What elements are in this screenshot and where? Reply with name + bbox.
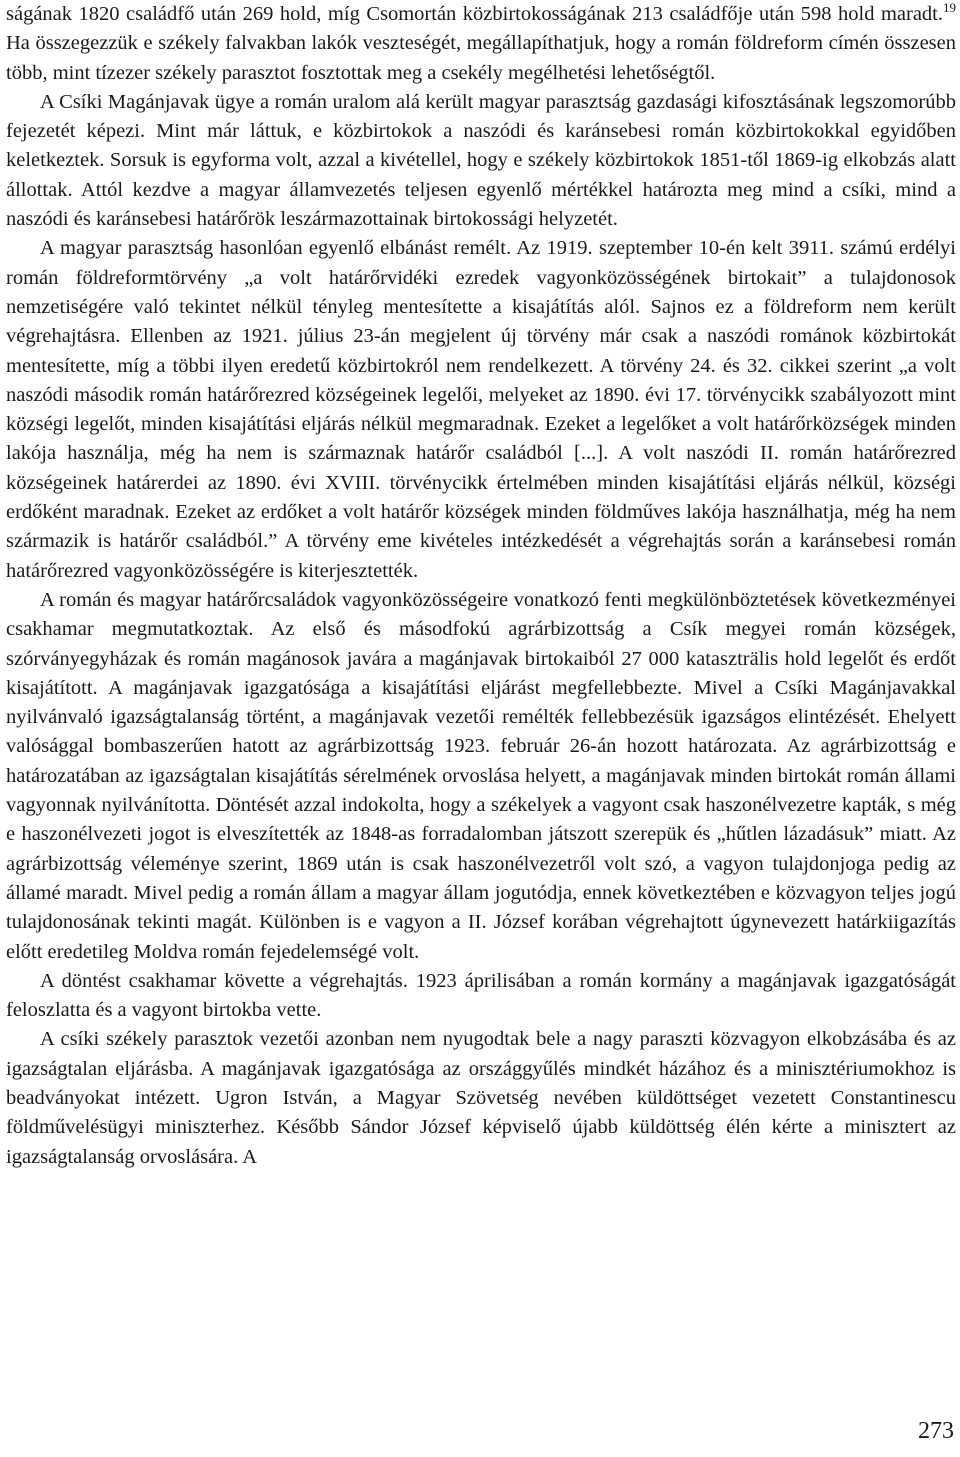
- paragraph-text: ságának 1820 családfő után 269 hold, míg Csomortán közbirtokosságának 213 családfője után 598 hold maradt.: [6, 3, 943, 25]
- footnote-marker: 19: [943, 0, 956, 16]
- paragraph-text: Ha összegezzük e székely falvakban lakók veszteségét, megállapíthatjuk, hogy a román földreform címén összesen több, mint tízezer székely parasztot fosztottak meg a csekély megélhetési lehetőségtől.: [6, 32, 956, 84]
- document-page: [6, 0, 956, 1172]
- paragraph: A magyar parasztság hasonlóan egyenlő elbánást remélt. Az 1919. szeptember 10-én kelt 3911. számú erdélyi román földreformtörvény „a volt határőrvidéki ezredek vagyonközösségének birtokait” a tulajdonosok nemzetiségére való tekintet nélkül tényleg mentesítette a kisajátítás alól. Sajnos ez a földreform nem került végrehajtásra. Ellenben az 1921. július 23-án megjelent új törvény már csak a naszódi románok közbirtokát mentesítette, míg a többi ilyen eredetű közbirtokról nem rendelkezett. A törvény 24. és 32. cikkei szerint „a volt naszódi második román határőrezred községeinek legelői, melyeket az 1890. évi 17. törvénycikk szabályozott mint községi legelőt, minden kisajátítási eljárás nélkül megmaradnak. Ezeket a legelőket a volt határőrközségek minden lakója használja, még ha nem is származnak határőr családból [...]. A volt naszódi II. román határőrezred községeinek határerdei az 1890. évi XVIII. törvénycikk értelmében minden kisajátítási eljárás nélkül, községi erdőként maradnak. Ezeket az erdőket a volt határőr községek minden földműves lakója használhatja, még ha nem származik is határőr családból.” A törvény eme kivételes intézkedését a végrehajtás során a karánsebesi román határőrezred vagyonközösségére is kiterjesztették.: [6, 237, 956, 582]
- paragraph: A Csíki Magánjavak ügye a román uralom alá került magyar parasztság gazdasági kifosztásának legszomorúbb fejezetét képezi. Mint már láttuk, e közbirtokok a naszódi és karánsebesi román közbirtokokkal egyidőben keletkeztek. Sorsuk is egyforma volt, azzal a kivétellel, hogy e székely közbirtokok 1851-től 1869-ig elkobzás alatt állottak. Attól kezdve a magyar államvezetés teljesen egyenlő mértékkel határozta meg mind a csíki, mind a naszódi és karánsebesi határőrök leszármazottainak birtokossági helyzetét.: [6, 90, 956, 231]
- page-number: 273: [918, 1418, 954, 1444]
- paragraph: A csíki székely parasztok vezetői azonban nem nyugodtak bele a nagy paraszti közvagyon elkobzásába és az igazságtalan eljárásba. A magánjavak igazgatósága az országgyűlés mindkét házához és a minisztériumokhoz is beadványokat intézett. Ugron István, a Magyar Szövetség nevében küldöttséget vezetett Constantinescu földművelésügyi miniszterhez. Később Sándor József képviselő újabb küldöttség élén kérte a minisztert az igazságtalanság orvoslására. A: [6, 1028, 956, 1168]
- paragraph: A döntést csakhamar követte a végrehajtás. 1923 áprilisában a román kormány a magánjavak igazgatóságát feloszlatta és a vagyont birtokba vette.: [6, 969, 956, 1022]
- paragraph-continuation: [6, 0, 956, 88]
- paragraph: A román és magyar határőrcsaládok vagyonközösségeire vonatkozó fenti megkülönböztetések következményei csakhamar megmutatkoztak. Az első és másodfokú agrárbizottság a Csík megyei román községek, szórványegyházak és román magánosok javára a magánjavak birtokaiból 27 000 kataszträlis hold legelőt és erdőt kisajátított. A magánjavak igazgatósága a kisajátítási eljárást megfellebbezte. Mivel a Csíki Magánjavakkal nyilvánvaló igazságtalanság történt, a magánjavak vezetői remélték fellebbezésük igazságos elintézését. Ehelyett valósággal bombaszerűen hatott az agrárbizottság 1923. február 26-án hozott határozata. Az agrárbizottság e határozatában az igazságtalan kisajátítás sérelmének orvoslása helyett, a magánjavak minden birtokát román állami vagyonnak nyilvánította. Döntését azzal indokolta, hogy a székelyek a vagyont csak haszonélvezetre kapták, s még e haszonélvezeti jogot is elveszítették az 1848-as forradalomban játszott szerepük és „hűtlen lázadásuk” miatt. Az agrárbizottság véleménye szerint, 1869 után is csak haszonélvezetről volt szó, a vagyon tulajdonjoga pedig az államé maradt. Mivel pedig a román állam a magyar állam jogutódja, ennek következtében e közvagyon teljes jogú tulajdonosának tekinti magát. Különben is e vagyon a II. József korában végrehajtott úgynevezett határkiigazítás előtt eredetileg Moldva román fejedelemségé volt.: [6, 588, 956, 963]
